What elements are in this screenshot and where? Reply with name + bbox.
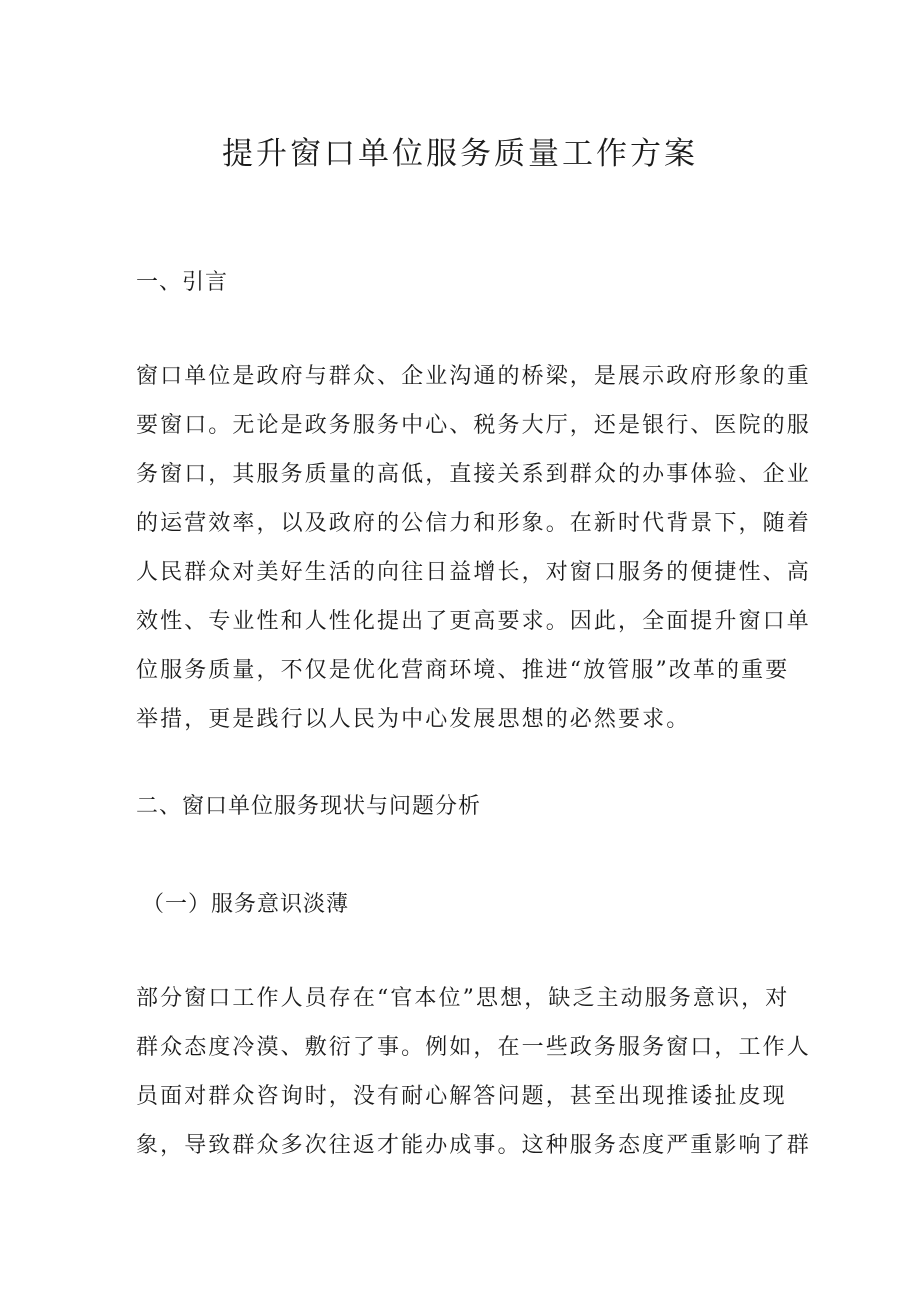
paragraph-line: 员面对群众咨询时，没有耐心解答问题，甚至出现推诿扯皮现 [136, 1084, 787, 1109]
paragraph-service-awareness [136, 974, 811, 1170]
paragraph-introduction [136, 352, 811, 744]
paragraph-line: 的运营效率，以及政府的公信力和形象。在新时代背景下，随着 [136, 511, 811, 536]
paragraph-line: 位服务质量，不仅是优化营商环境、推进“放管服”改革的重要 [136, 658, 790, 683]
subsection-heading-service-awareness: （一）服务意识淡薄 [142, 892, 350, 917]
paragraph-line: 部分窗口工作人员存在“官本位”思想，缺乏主动服务意识，对 [136, 986, 790, 1011]
section-heading-introduction: 一、引言 [136, 270, 229, 295]
paragraph-line: 要窗口。无论是政务服务中心、税务大厅，还是银行、医院的服 [136, 413, 811, 438]
paragraph-line: 举措，更是践行以人民为中心发展思想的必然要求。 [136, 707, 691, 732]
paragraph-line: 效性、专业性和人性化提出了更高要求。因此，全面提升窗口单 [136, 609, 811, 634]
paragraph-line: 人民群众对美好生活的向往日益增长，对窗口服务的便捷性、高 [136, 560, 811, 585]
section-heading-status-analysis: 二、窗口单位服务现状与问题分析 [136, 794, 482, 819]
paragraph-line: 窗口单位是政府与群众、企业沟通的桥梁，是展示政府形象的重 [136, 364, 811, 389]
paragraph-line: 群众态度冷漠、敷衍了事。例如，在一些政务服务窗口，工作人 [136, 1035, 811, 1060]
paragraph-line: 象，导致群众多次往返才能办成事。这种服务态度严重影响了群 [136, 1133, 811, 1158]
document-title: 提升窗口单位服务质量工作方案 [222, 136, 698, 172]
paragraph-line: 务窗口，其服务质量的高低，直接关系到群众的办事体验、企业 [136, 462, 811, 487]
